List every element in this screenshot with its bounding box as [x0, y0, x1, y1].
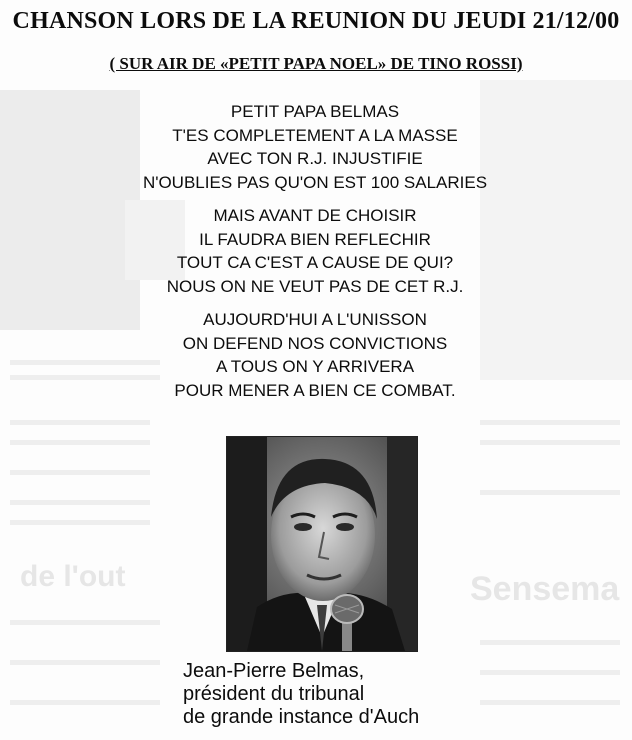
- song-lyrics: [100, 100, 530, 412]
- caption-line: président du tribunal: [183, 683, 365, 705]
- lyric-line: PETIT PAPA BELMAS: [230, 102, 400, 121]
- lyric-line: N'OUBLIES PAS QU'ON EST 100 SALARIES: [142, 172, 488, 192]
- lyric-line: NOUS ON NE VEUT PAS DE CET R.J.: [166, 276, 464, 296]
- portrait-photo: [226, 436, 418, 652]
- caption-line: de grande instance d'Auch: [183, 706, 420, 728]
- lyric-line: MAIS AVANT DE CHOISIR: [213, 206, 417, 225]
- lyric-line: TOUT CA C'EST A CAUSE DE QUI?: [176, 253, 454, 272]
- document-title: CHANSON LORS DE LA REUNION DU JEUDI 21/12/00: [12, 8, 620, 34]
- lyric-line: AVEC TON R.J. INJUSTIFIE: [207, 149, 423, 168]
- lyric-line: T'ES COMPLETEMENT A LA MASSE: [172, 125, 458, 145]
- stanza-2: [100, 204, 530, 298]
- newspaper-background: Sensema de l'out: [0, 0, 632, 740]
- lyric-line: ON DEFEND NOS CONVICTIONS: [182, 333, 448, 353]
- lyric-line: AUJOURD'HUI A L'UNISSON: [203, 310, 427, 329]
- stanza-3: [100, 308, 530, 402]
- document-subtitle: ( SUR AIR DE «PETIT PAPA NOEL» DE TINO ROSSI): [109, 54, 523, 73]
- photo-caption: [183, 660, 503, 729]
- lyric-line: A TOUS ON Y ARRIVERA: [215, 357, 415, 376]
- lyric-line: IL FAUDRA BIEN REFLECHIR: [199, 229, 431, 249]
- lyric-line: POUR MENER A BIEN CE COMBAT.: [174, 380, 456, 400]
- caption-line: Jean-Pierre Belmas,: [183, 660, 365, 682]
- stanza-1: [100, 100, 530, 194]
